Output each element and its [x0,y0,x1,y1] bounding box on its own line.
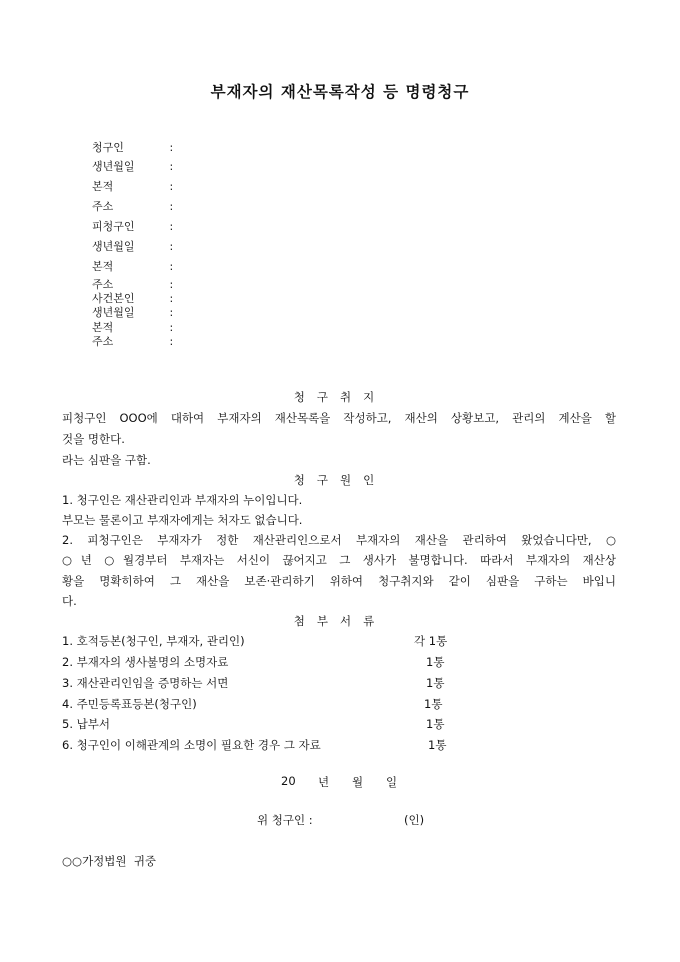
colon: : [169,306,174,319]
cause-line-2: 부모는 물론이고 부재자에게는 처자도 없습니다. [62,513,303,527]
respondent-birth-field [92,238,176,254]
principal-birth-field [92,304,176,320]
signature-seal: (인) [404,813,425,827]
respondent-address-label: 주소 [92,278,114,291]
principal-birth-label: 생년월일 [92,306,135,319]
attachment-item: 3. 재산관리인임을 증명하는 서면 [62,676,229,690]
signature-label: 위 청구인 : [257,813,313,827]
purpose-line-1: 피청구인 OOO에 대하여 부재자의 재산목록을 작성하고, 재산의 상황보고, 관리의 계산을 할 [62,411,616,425]
attachment-item: 1. 호적등본(청구인, 부재자, 관리인) [62,634,245,648]
attachment-item: 2. 부재자의 생사불명의 소명자료 [62,655,229,669]
claimant-domicile-label: 본적 [92,180,114,193]
date-year-unit: 년 [318,775,330,789]
principal-domicile-label: 본적 [92,321,114,334]
attachment-item: 5. 납부서 [62,717,110,731]
colon: : [169,240,174,253]
cause-line-1: 1. 청구인은 재산관리인과 부재자의 누이입니다. [62,493,303,507]
claimant-birth-label: 생년월일 [92,160,135,173]
cause-line-6: 다. [62,594,77,608]
principal-address-field [92,333,176,349]
claimant-name-label: 청구인 [92,141,124,154]
attachment-qty: 1통 [426,676,445,690]
colon: : [169,260,174,273]
cause-line-5: 황을 명확히하여 그 재산을 보존·관리하기 위하여 청구취지와 같이 심판을 구하는 바입니 [62,574,616,588]
purpose-line-2: 것을 명한다. [62,432,125,446]
respondent-name-field [92,218,176,234]
colon: : [169,220,174,233]
attachment-item: 4. 주민등록표등본(청구인) [62,697,197,711]
colon: : [169,321,174,334]
document-title: 부재자의 재산목록작성 등 명령청구 [210,83,470,101]
principal-address-label: 주소 [92,335,114,348]
claimant-address-field [92,198,176,214]
attachment-qty: 1통 [426,717,445,731]
attachment-qty: 각 1통 [414,634,448,648]
claimant-birth-field [92,158,176,174]
colon: : [169,278,174,291]
principal-name-label: 사건본인 [92,292,135,305]
claimant-domicile-field [92,178,176,194]
attachment-qty: 1통 [424,697,443,711]
colon: : [169,160,174,173]
cause-heading: 청구원인 [293,473,387,487]
court-name: ○○가정법원 귀중 [62,854,157,868]
attachment-item: 6. 청구인이 이해관계의 소명이 필요한 경우 그 자료 [62,738,321,752]
date-day-unit: 일 [386,775,398,789]
colon: : [169,292,174,305]
purpose-line-3: 라는 심판을 구함. [62,453,151,467]
claimant-address-label: 주소 [92,200,114,213]
cause-line-3: 2. 피청구인은 부재자가 정한 재산관리인으로서 부재자의 재산을 관리하여 왔었습니다만, ○ [62,533,616,547]
colon: : [169,141,174,154]
purpose-heading: 청구취지 [293,390,387,404]
respondent-birth-label: 생년월일 [92,240,135,253]
cause-line-4: ○년 ○월경부터 부재자는 서신이 끊어지고 그 생사가 불명합니다. 따라서 부재자의 재산상 [62,553,616,567]
attachment-qty: 1통 [426,655,445,669]
claimant-name-field [92,139,176,155]
attachments-heading: 첨부서류 [293,614,387,628]
respondent-domicile-field [92,258,176,274]
attachment-qty: 1통 [428,738,447,752]
colon: : [169,180,174,193]
colon: : [169,335,174,348]
respondent-domicile-label: 본적 [92,260,114,273]
date-month-unit: 월 [352,775,364,789]
respondent-name-label: 피청구인 [92,220,135,233]
date-year: 20 [281,774,296,788]
colon: : [169,200,174,213]
